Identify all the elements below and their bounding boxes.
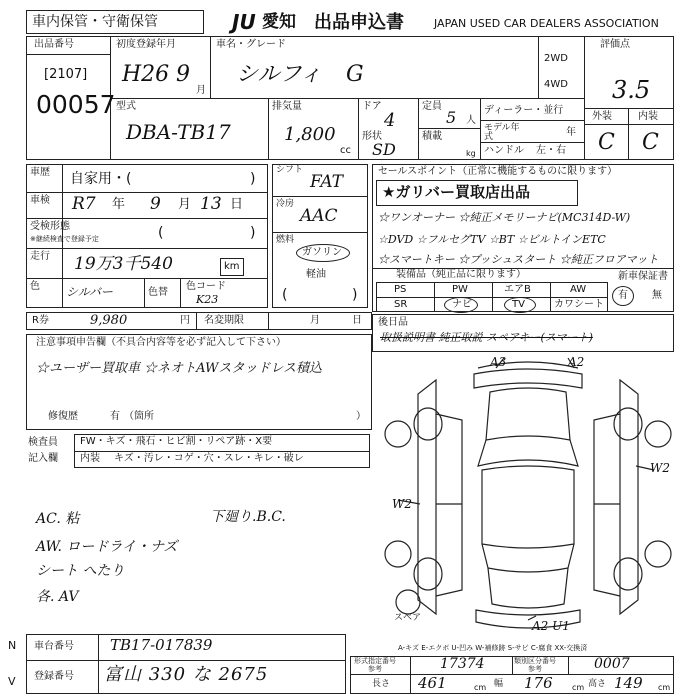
mileage-unit: km <box>224 261 240 272</box>
rating-label: 評価点 <box>600 39 630 50</box>
ju-logo: JU <box>232 10 256 34</box>
brand-name: 愛知 <box>262 12 296 32</box>
displacement-label: 排気量 <box>272 101 302 112</box>
width-value: 176 <box>524 674 553 692</box>
inspection-row-1: FW・キズ・飛石・ヒビ割・リペア跡・X要 <box>80 436 273 447</box>
later-label: 後日品 <box>378 317 408 328</box>
name-change-day: 日 <box>352 315 362 326</box>
equip-airbag: エアB <box>504 284 531 295</box>
diagram-mark-a2: A2 <box>568 355 585 369</box>
shaken-day-unit: 日 <box>230 197 244 212</box>
length-unit: cm <box>474 683 487 692</box>
height-label: 高さ <box>588 679 607 689</box>
handle-label: ハンドル <box>484 145 524 156</box>
width-label: 幅 <box>494 679 504 689</box>
shaken-month: 9 <box>150 194 161 214</box>
width-unit: cm <box>572 683 585 692</box>
lot-number: 00057 <box>36 90 116 119</box>
car-grade-value: G <box>346 62 364 87</box>
recycle-label: R券 <box>32 315 49 326</box>
handle-options: 左・右 <box>536 145 566 156</box>
drive-4wd: 4WD <box>544 79 568 90</box>
shape-label: 形状 <box>362 131 382 142</box>
first-reg-month-unit: 月 <box>196 85 206 96</box>
first-reg-year: H26 <box>122 62 170 87</box>
fuel-light: 軽油 <box>306 269 326 280</box>
color-value: シルバー <box>66 285 113 299</box>
fuel-gas: ガソリン <box>302 247 342 258</box>
height-value: 149 <box>614 674 643 692</box>
warranty-no: 無 <box>652 290 662 301</box>
history-value: 自家用・( <box>70 171 132 187</box>
length-value: 461 <box>418 674 447 692</box>
cooling-value: AAC <box>300 206 338 226</box>
equip-leather: カワシート <box>554 299 604 310</box>
class-value: 0007 <box>594 656 630 672</box>
displacement-value: 1,800 <box>284 124 336 145</box>
shape-value: SD <box>372 140 396 159</box>
color-code: K23 <box>196 293 219 306</box>
mileage-value: 19万3千540 <box>74 254 173 274</box>
diagram-mark-w2-right: W2 <box>650 461 670 475</box>
inspection-label-2: 記入欄 <box>28 453 58 464</box>
plate-value: 富山 330 な 2675 <box>104 664 269 685</box>
shift-value: FAT <box>310 172 344 192</box>
length-label: 長さ <box>372 679 391 689</box>
warranty-yes: 有 <box>618 290 628 301</box>
inspection-row-2: キズ・汚レ・コゲ・穴・スレ・キレ・破レ <box>114 453 304 464</box>
fuel-label: 燃料 <box>276 235 295 245</box>
dealer-label: ディーラー・並行 <box>484 105 564 116</box>
diagram-mark-a2u1: A2 U1 <box>532 619 570 633</box>
exterior-grade: C <box>598 130 615 155</box>
color-label: 色 <box>30 281 40 292</box>
receipt-open: ( <box>158 225 164 241</box>
side-mark-n: N <box>8 639 17 652</box>
notes-value: ☆ユーザー買取車 ☆ネオトAWスタッドレス積込 <box>36 361 322 376</box>
notes-label: 注意事項申告欄（不具合内容等を必ず記入して下さい） <box>36 337 286 348</box>
capacity-label: 定員 <box>422 101 442 112</box>
equip-sr: SR <box>394 299 408 310</box>
later-value: 取扱説明書 純正取説 スペアキー(スマート) <box>380 331 593 344</box>
plate-label: 登録番号 <box>34 671 74 682</box>
cert-label: 形式指定番号 <box>354 657 396 665</box>
capacity-unit: 人 <box>466 115 476 126</box>
repair-paren: （箇所 <box>124 411 154 422</box>
memo-line-4: シート へたり <box>36 563 125 579</box>
model-value: DBA-TB17 <box>126 120 231 144</box>
chassis-value: TB17-017839 <box>110 636 213 654</box>
exterior-label: 外装 <box>592 111 612 122</box>
history-close: ) <box>250 171 256 187</box>
selling-label: セールスポイント（正常に機能するものに限ります） <box>378 166 618 177</box>
equip-ps: PS <box>394 284 407 295</box>
load-label: 積載 <box>422 131 442 142</box>
class-sub: 参考 <box>528 665 542 673</box>
shaken-day: 13 <box>200 194 222 214</box>
car-name-value: シルフィ <box>236 62 322 87</box>
diagram-mark-w2-left: W2 <box>392 497 412 511</box>
selling-line-1: ☆ワンオーナー ☆純正メモリーナビ(MC314D-W) <box>378 211 631 224</box>
association-name: JAPAN USED CAR DEALERS ASSOCIATION <box>434 17 659 30</box>
spare-label: スペア <box>394 613 422 623</box>
equip-tv: TV <box>512 299 525 310</box>
receipt-close: ) <box>250 225 256 241</box>
equip-aw: AW <box>570 284 587 295</box>
lot-label: 出品番号 <box>34 39 74 50</box>
doors-value: 4 <box>384 110 396 131</box>
color-change-label: 色替 <box>148 287 168 298</box>
shaken-month-unit: 月 <box>178 197 192 212</box>
receipt-sub: ※継続検査で登録予定 <box>30 235 99 243</box>
document-title: 出品申込書 <box>314 12 404 33</box>
model-label: 型式 <box>116 101 136 112</box>
selling-banner: ★ガリバー買取店出品 <box>382 183 530 201</box>
name-change-month: 月 <box>310 315 320 326</box>
diagram-mark-a3: A3 <box>490 355 507 369</box>
shaken-label: 車検 <box>30 195 50 206</box>
fuel-open: ( <box>282 287 288 303</box>
selling-line-2: ☆DVD ☆フルセグTV ☆BT ☆ビルトインETC <box>378 233 606 246</box>
history-label: 車歴 <box>30 167 50 178</box>
recycle-value: 9,980 <box>90 313 128 328</box>
capacity-value: 5 <box>446 108 457 127</box>
cert-sub: 参考 <box>368 665 382 673</box>
equipment-label: 装備品（純正品に限ります） <box>396 269 526 280</box>
cooling-label: 冷房 <box>276 199 295 209</box>
first-reg-month: 9 <box>176 62 190 87</box>
equip-pw: PW <box>452 284 468 295</box>
first-reg-label: 初度登録年月 <box>116 39 176 50</box>
shift-label: シフト <box>276 165 304 175</box>
drive-2wd: 2WD <box>544 53 568 64</box>
memo-line-2: 下廻り.B.C. <box>210 509 286 525</box>
load-unit: kg <box>466 149 476 158</box>
doors-label: ドア <box>362 101 382 112</box>
damage-legend: A-キズ E-エクボ U-凹み W-補修跡 S-サビ C-腐食 XX-交換済 <box>398 644 588 652</box>
recycle-block <box>26 312 372 330</box>
cert-value: 17374 <box>440 656 485 672</box>
warranty-label: 新車保証書 <box>618 271 668 282</box>
interior-label: 内装 <box>638 111 658 122</box>
storage-label: 車内保管・守衛保管 <box>32 14 158 30</box>
repair-label: 修復歴 <box>48 411 78 422</box>
recycle-unit: 円 <box>180 315 190 326</box>
memo-line-5: 各. AV <box>36 589 79 605</box>
interior-grade: C <box>642 130 659 155</box>
shaken-year-unit: 年 <box>112 197 126 212</box>
repair-yes: 有 <box>110 411 120 422</box>
displacement-unit: cc <box>340 145 351 156</box>
mileage-label: 走行 <box>30 251 50 262</box>
side-mark-v: V <box>8 675 16 688</box>
memo-line-1: AC. 粘 <box>36 511 80 527</box>
height-unit: cm <box>658 683 671 692</box>
equip-navi: ナビ <box>452 299 472 310</box>
model-year-unit: 年 <box>566 127 576 138</box>
model-year-label: モデル年式 <box>484 123 520 142</box>
selling-line-3: ☆スマートキー ☆プッシュスタート ☆純正フロアマット <box>378 253 659 266</box>
repair-close: ） <box>356 411 366 422</box>
name-change-label: 名変期限 <box>204 315 244 326</box>
memo-line-3: AW. ロードライ・ナズ <box>36 539 178 555</box>
color-code-label: 色コード <box>186 281 226 292</box>
car-name-label: 車名・グレード <box>216 39 286 50</box>
class-label: 類別区分番号 <box>514 657 556 665</box>
car-diagram <box>378 354 678 644</box>
chassis-label: 車台番号 <box>34 641 74 652</box>
inspection-label-1: 検査員 <box>28 437 58 448</box>
fuel-close: ) <box>352 287 358 303</box>
receipt-label: 受検形態 <box>30 221 70 232</box>
lot-code: [2107] <box>44 67 88 82</box>
shaken-year: R7 <box>72 194 96 214</box>
rating-score: 3.5 <box>612 76 651 104</box>
inspection-row-2-label: 内装 <box>80 453 100 464</box>
